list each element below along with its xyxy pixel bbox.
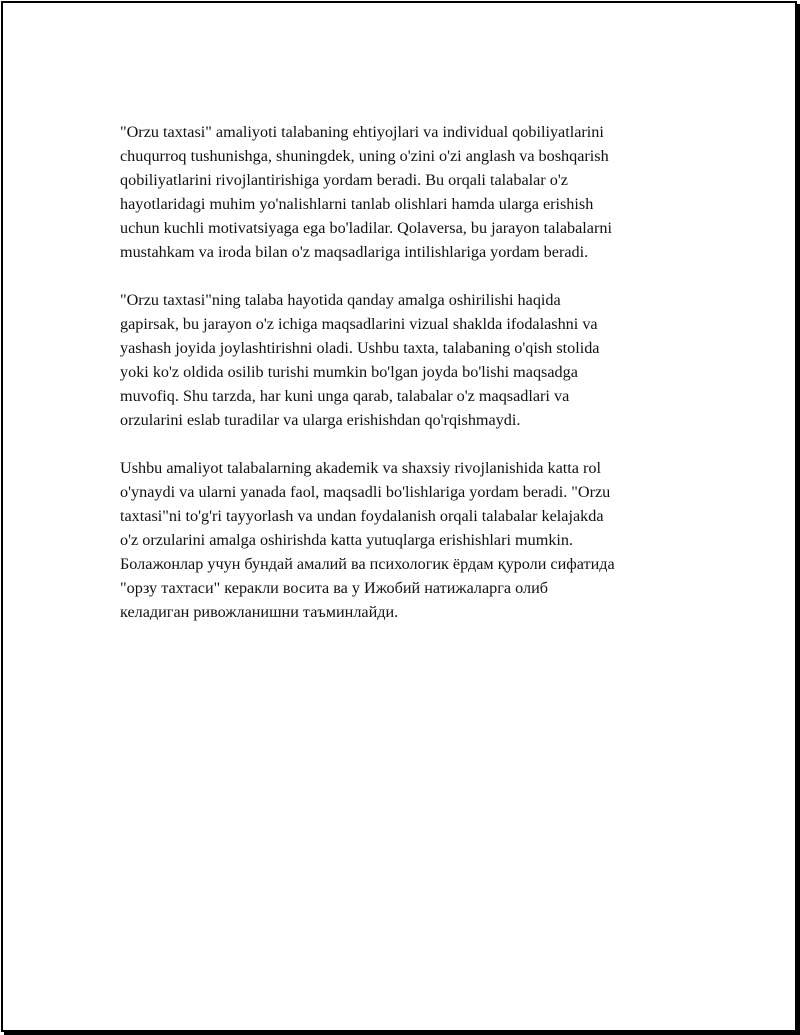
text-line: chuqurroq tushunishga, shuningdek, uning o'zini o'zi anglash va boshqarish [120,147,609,165]
paragraph-2 [120,288,692,432]
text-line: Болажонлар учун бундай амалий ва психологик ёрдам қуроли сифатида [120,555,615,573]
text-line: mustahkam va iroda bilan o'z maqsadlariga intilishlariga yordam beradi. [120,243,589,261]
text-line: uchun kuchli motivatsiyaga ega bo'ladilar. Qolaversa, bu jarayon talabalarni [120,219,612,237]
document-page [1,1,797,1032]
text-line: келадиган ривожланишни таъминлайди. [120,603,399,621]
text-line: hayotlaridagi muhim yo'nalishlarni tanlab olishlari hamda ularga erishish [120,195,594,213]
text-line: Ushbu amaliyot talabalarning akademik va shaxsiy rivojlanishida katta rol [120,459,602,477]
text-line: o'z orzularini amalga oshirishda katta yutuqlarga erishishlari mumkin. [120,531,574,549]
text-line: "орзу тахтаси" керакли восита ва у Ижобий натижаларга олиб [120,579,548,597]
text-line: "Orzu taxtasi"ning talaba hayotida qanday amalga oshirilishi haqida [120,291,561,309]
text-line: o'ynaydi va ularni yanada faol, maqsadli bo'lishlariga yordam beradi. "Orzu [120,483,611,501]
text-line: orzularini eslab turadilar va ularga erishishdan qo'rqishmaydi. [120,411,521,429]
text-line: muvofiq. Shu tarzda, har kuni unga qarab, talabalar o'z maqsadlari va [120,387,570,405]
paragraph-1 [120,120,692,264]
document-body [120,120,692,648]
text-line: "Orzu taxtasi" amaliyoti talabaning ehtiyojlari va individual qobiliyatlarini [120,123,604,141]
text-line: qobiliyatlarini rivojlantirishiga yordam beradi. Bu orqali talabalar o'z [120,171,568,189]
paragraph-3 [120,456,692,624]
text-line: yoki ko'z oldida osilib turishi mumkin bo'lgan joyda bo'lishi maqsadga [120,363,578,381]
text-line: yashash joyida joylashtirishni oladi. Ushbu taxta, talabaning o'qish stolida [120,339,600,357]
text-line: taxtasi"ni to'g'ri tayyorlash va undan foydalanish orqali talabalar kelajakda [120,507,604,525]
text-line: gapirsak, bu jarayon o'z ichiga maqsadlarini vizual shaklda ifodalashni va [120,315,598,333]
